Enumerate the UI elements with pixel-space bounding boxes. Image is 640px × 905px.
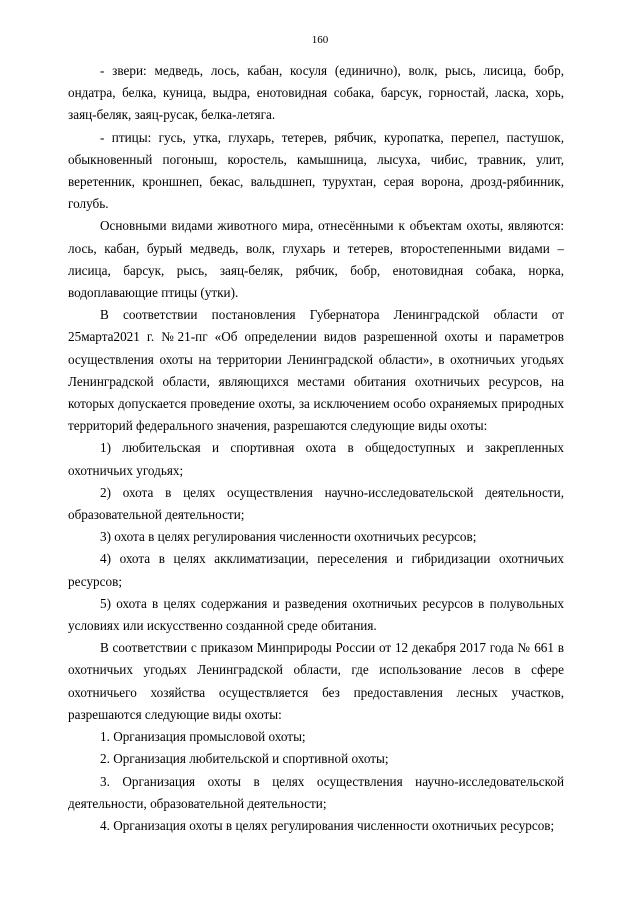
list-item-hunting-type-3: 3) охота в целях регулирования численности охотничьих ресурсов; [100,529,477,545]
page-number: 160 [311,34,329,46]
paragraph-game-mammals: - звери: медведь, лось, кабан, косуля (единично), волк, рысь, лисица, бобр, ондатра, белка, куница, выдра, енотовидная собака, барсук, горностай, ласка, хорь, заяц-беляк, заяц-русак, белка-летяга. [68,63,564,123]
list-item-hunting-type-2: 2) охота в целях осуществления научно-исследовательской деятельности, образовательной деятельности; [68,484,564,523]
paragraph-ministry-order: В соответствии с приказом Минприроды России от 12 декабря 2017 года № 661 в охотничьих угодьях Ленинградской области, где использование лесов в сфере охотничьего хозяйства осуществляется без предоставления лесных участков, разрешаются следующие виды охоты: [68,640,564,722]
list-item-hunting-type-4: 4) охота в целях акклиматизации, переселения и гибридизации охотничьих ресурсов; [68,551,564,589]
list-item-organization-3: 3. Организация охоты в целях осуществления научно-исследовательской деятельности, образовательной деятельности; [68,773,564,811]
list-item-organization-4: 4. Организация охоты в целях регулирования численности охотничьих ресурсов; [100,817,555,833]
list-item-hunting-type-1: 1) любительская и спортивная охота в общедоступных и закрепленных охотничьих угодьях; [68,440,564,478]
list-item-organization-2: 2. Организация любительской и спортивной охоты; [100,751,389,767]
list-item-organization-1: 1. Организация промысловой охоты; [100,729,306,745]
paragraph-game-birds: - птицы: гусь, утка, глухарь, тетерев, рябчик, куропатка, перепел, пастушок, обыкновенный погоныш, коростель, камышница, лысуха, чибис, травник, улит, веретенник, кроншнеп, бекас, вальдшнеп, турухтан, серая ворона, дрозд-рябинник, голубь. [68,129,564,212]
list-item-hunting-type-5: 5) охота в целях содержания и разведения охотничьих ресурсов в полувольных условиях или искусственно созданной среде обитания. [68,595,564,634]
paragraph-governor-decree: В соответствии постановления Губернатора Ленинградской области от 25марта2021 г. №21-пг «Об определении видов разрешенной охоты и параметров осуществления охоты на территории Ленинградской области», в охотничьих угодьях Ленинградской области, являющихся местами обитания охотничьих ресурсов, на которых допускается проведение охоты, за исключением особо охраняемых природных территорий федерального значения, разрешаются следующие виды охоты: [68,307,564,434]
document-body [68,60,564,837]
paragraph-main-species: Основными видами животного мира, отнесёнными к объектам охоты, являются: лось, кабан, бурый медведь, волк, глухарь и тетерев, второстепенными видами – лисица, барсук, рысь, заяц-беляк, рябчик, бобр, енотовидная собака, норка, водоплавающие птицы (утки). [68,218,564,301]
